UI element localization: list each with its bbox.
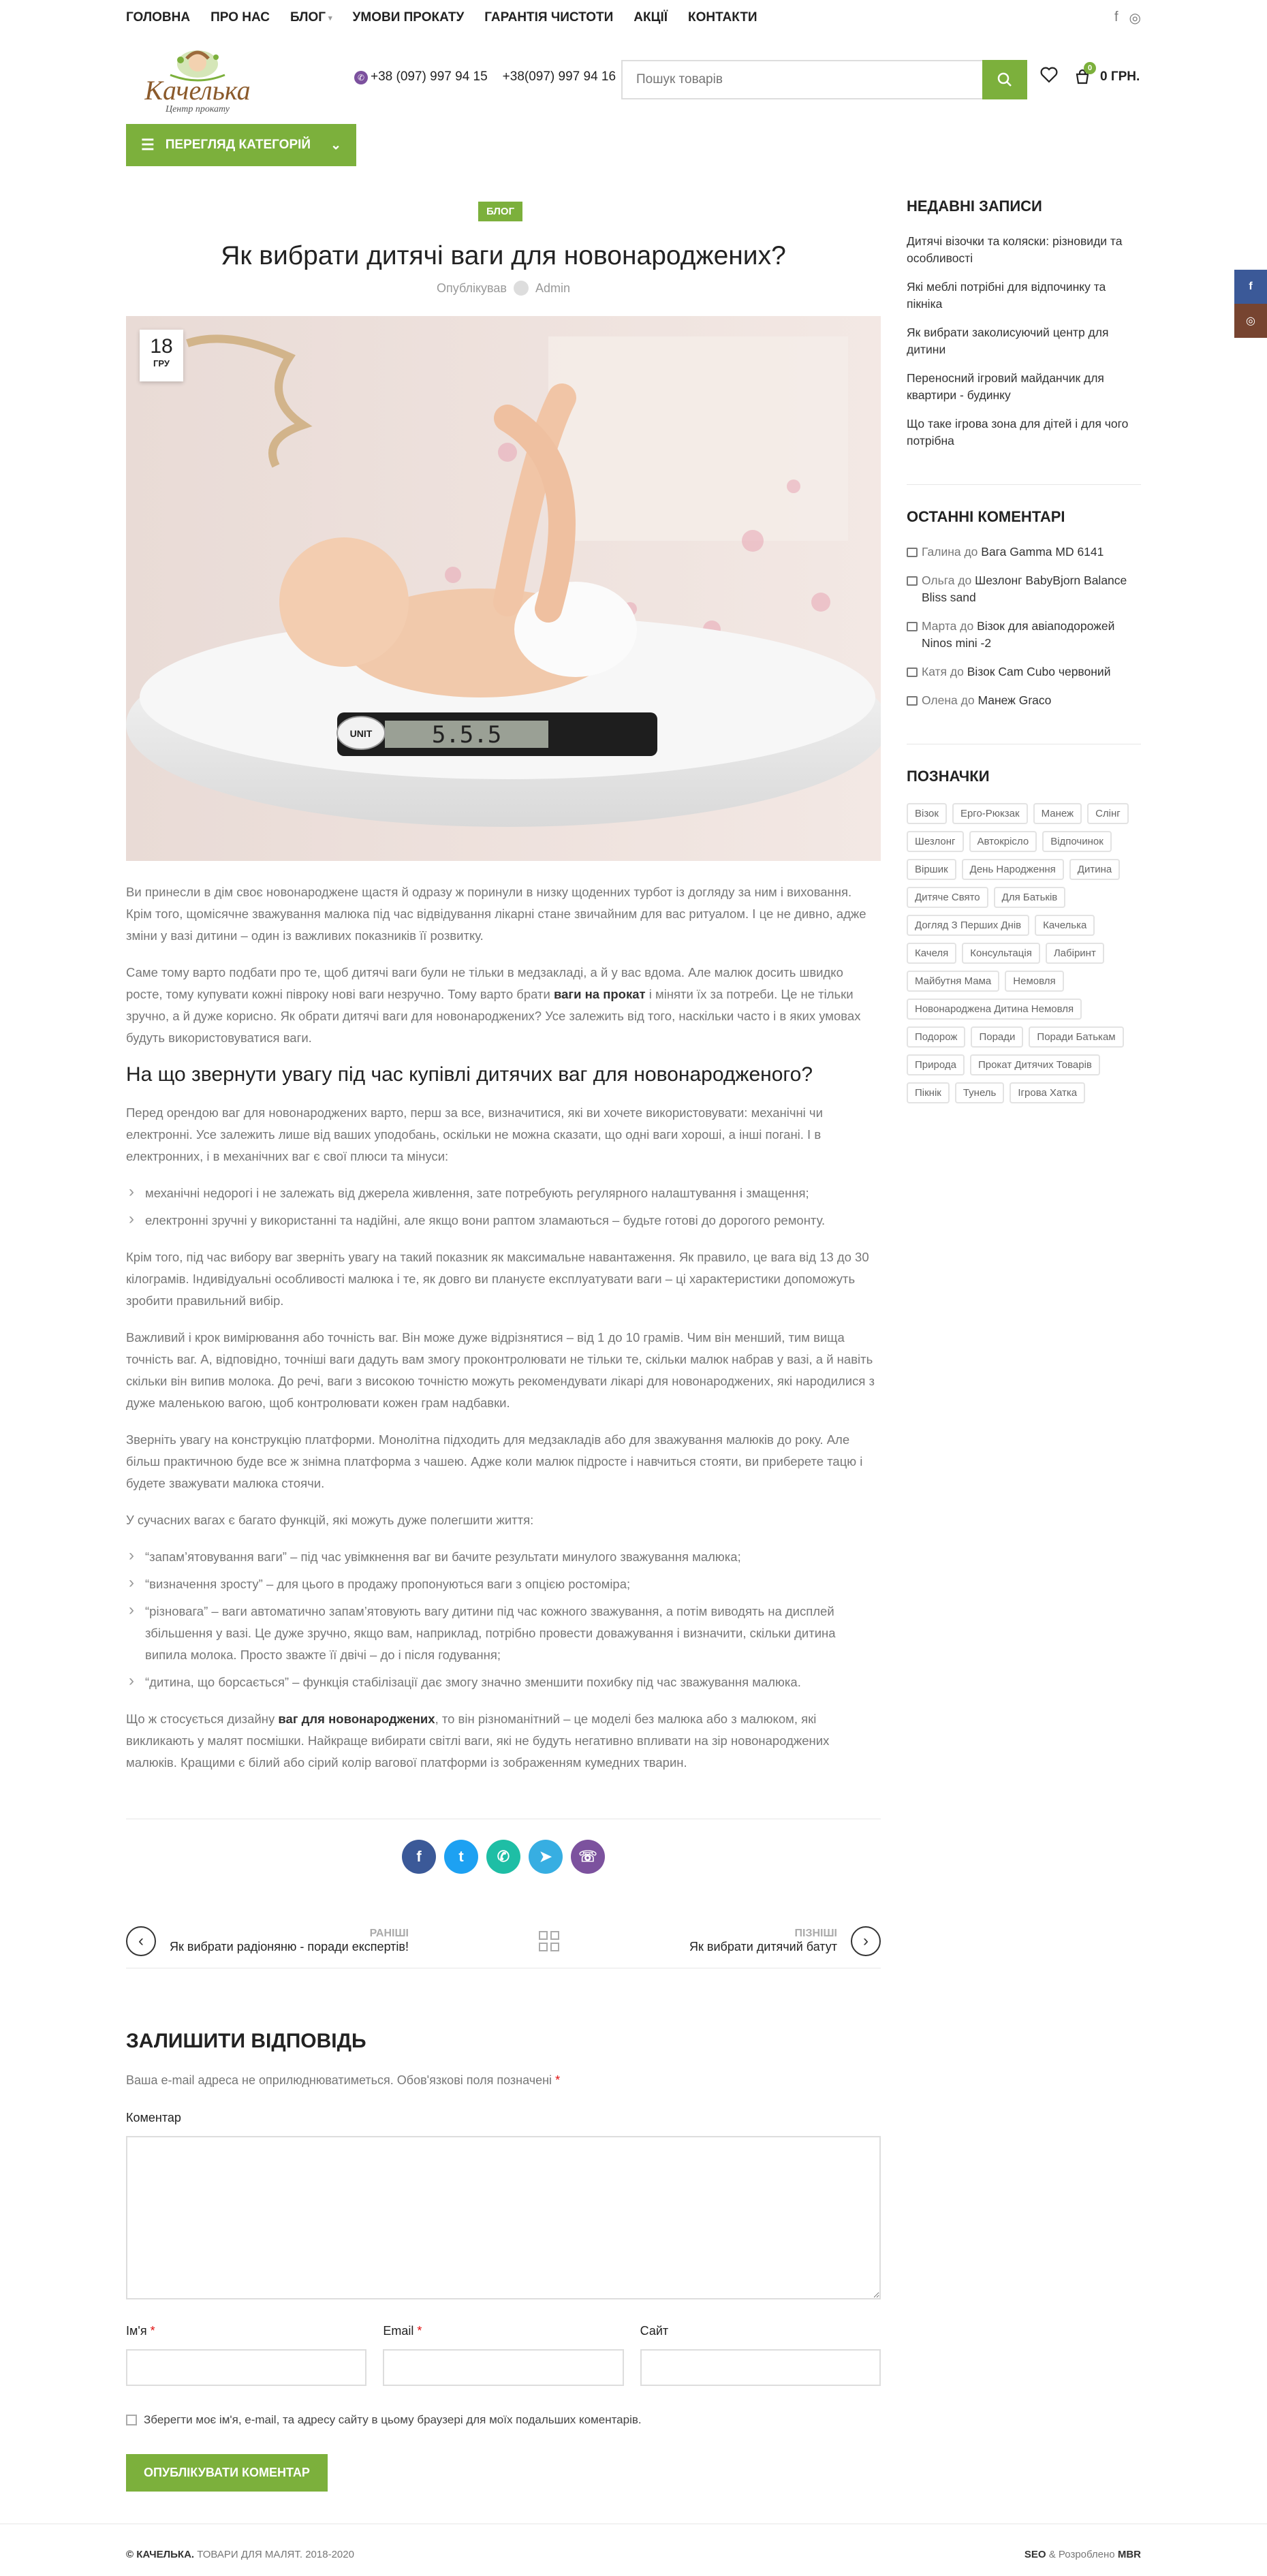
chevron-down-icon: ▾ [328,14,332,22]
tag-link[interactable]: Подорож [907,1026,965,1048]
facebook-icon[interactable]: f [1114,10,1119,25]
tag-link[interactable]: Поради [971,1026,1023,1048]
grid-icon[interactable] [539,1931,559,1951]
wishlist-icon[interactable] [1040,67,1058,87]
tag-link[interactable]: Лабіринт [1046,943,1104,964]
submit-comment-button[interactable]: ОПУБЛІКУВАТИ КОМЕНТАР [126,2454,328,2492]
list-item: › механічні недорогі і не залежать від джерела живлення, зате потребують регулярного налаштування і змащення; [126,1182,881,1204]
prev-title: Як вибрати радіоняню - поради експертів! [170,1940,409,1953]
viber-icon[interactable]: ☏ [571,1840,605,1874]
comment-textarea[interactable] [126,2136,881,2299]
menu-item-blog[interactable] [290,10,332,25]
email-label: Email * [383,2324,422,2338]
paragraph: Саме тому варто подбати про те, щоб дитячі ваги були не тільки в медзакладі, а й у вас вдома. Але малюк досить швидко росте, тому купувати кожні півроку нові ваги незручно. Тому варто брати ваги на прокат і міняти їх за потреби. Це не тільки зручно, а й дуже корисно. Як обрати дитячі ваги для новонароджених? Усе залежить від того, наскільки часто і в яких умовах будуть використовуватися ваги. [126,965,861,1045]
comment-post-link[interactable]: Візок Cam Cubo червоний [967,665,1111,678]
paragraph: Крім того, під час вибору ваг зверніть увагу на такий показник як максимальне навантаження. Як правило, це вага від 13 до 30 кілограмів. Індивідуальні особливості малюка і те, як довго ви плануєте експлуатувати ваги – ці характеристики допоможуть зробити правильний вибір. [126,1250,869,1308]
article-body [126,881,881,1789]
sidebar [907,198,1141,1150]
comment-post-link[interactable]: Вага Gamma MD 6141 [981,545,1104,559]
menu-item-cleanliness[interactable]: ГАРАНТІЯ ЧИСТОТИ [484,10,614,25]
comment-item: Катя до Візок Cam Cubo червоний [907,663,1141,680]
logo-text: Качелька [144,75,251,106]
tag-link[interactable]: Прокат Дитячих Товарів [970,1054,1100,1075]
next-title: Як вибрати дитячий батут [689,1940,837,1953]
search-form [621,60,1027,99]
main-menu [126,0,757,35]
tag-link[interactable]: Шезлонг [907,831,964,852]
cart-total: 0 ГРН. [1100,69,1140,84]
tag-link[interactable]: Віршик [907,859,956,880]
tag-link[interactable]: Автокрісло [969,831,1037,852]
list-item: › “різновага” – ваги автоматично запам’ятовують вагу дитини під час кожного зважування, а потім виводять на дисплей збільшення у вазі. Це дуже зручно, якщо вам, наприклад, потрібно провести доважування і визначити, скільки дитина випила молока. Просто зважте її двічі – до і після годування; [126,1601,881,1666]
remember-label: Зберегти моє ім'я, e-mail, та адресу сайту в цьому браузері для моїх подальших коментарів. [144,2413,642,2426]
name-field[interactable] [126,2349,366,2386]
widget-title: ОСТАННІ КОМЕНТАРІ [907,508,1065,525]
paragraph: У сучасних вагах є багато функцій, які можуть дуже полегшити життя: [126,1513,534,1527]
recent-post-link[interactable]: Дитячі візочки та коляски: різновиди та особливості [907,234,1123,265]
categories-button[interactable] [126,124,356,166]
page-title: Як вибрати дитячі ваги для новонароджених? [221,241,786,270]
menu-item-home[interactable]: ГОЛОВНА [126,10,191,25]
prev-label: РАНІШІ [369,1928,409,1939]
category-badge[interactable]: БЛОГ [478,202,522,221]
twitter-icon[interactable]: t [444,1840,478,1874]
phones [354,69,616,84]
name-label: Ім'я * [126,2324,155,2338]
chevron-left-icon: ‹ [126,1926,156,1956]
tags-widget [907,768,1141,1127]
next-post-link[interactable] [689,1914,881,1968]
recent-post-link[interactable]: Переносний ігровий майданчик для квартири - будинку [907,371,1104,402]
avatar [514,281,529,296]
list-item: › “запам’ятовування ваги” – під час увімкнення ваг ви бачите результати минулого зважування малюка; [126,1546,881,1568]
recent-post-link[interactable]: Що таке ігрова зона для дітей і для чого потрібна [907,417,1129,447]
top-bar [0,0,1267,35]
tag-link[interactable]: Манеж [1033,803,1082,824]
developer-link[interactable]: MBR [1117,2549,1141,2560]
tag-link[interactable]: Природа [907,1054,965,1075]
tag-link[interactable]: Качеля [907,943,956,964]
comment-item: Марта до Візок для авіаподорожей Ninos mini -2 [907,618,1141,652]
tag-link[interactable]: Пікнік [907,1082,950,1103]
tag-link[interactable]: Слінг [1087,803,1129,824]
site-footer [0,2524,1267,2576]
next-label: ПІЗНІШІ [794,1928,837,1939]
date-badge [140,330,183,381]
tag-link[interactable]: Консультація [962,943,1040,964]
reply-title: ЗАЛИШИТИ ВІДПОВІДЬ [126,2030,366,2052]
recent-post-link[interactable]: Як вибрати заколисуючий центр для дитини [907,326,1109,356]
reply-note: Ваша e-mail адреса не оприлюднюватиметься. Обов'язкові поля позначені * [126,2073,561,2087]
list-item: › “визначення зросту” – для цього в продажу пропонуються ваги з опцією ростоміра; [126,1573,881,1595]
comment-post-link[interactable]: Манеж Graco [977,693,1052,707]
site-logo[interactable] [129,42,266,116]
paragraph: Важливий і крок вимірювання або точність ваг. Він може дуже відрізнятися – від 1 до 10 грамів. Чим він менший, тим вища точність ваг. А, відповідно, точніші ваги дадуть вам змогу проконтролювати не тільки те, скільки малюк набрав у вазі, а й навіть скільки він випив молока. До речі, ваги з високою точністю можуть рекомендувати лікарі для новонароджених, які народилися з дуже маленькою вагою, щоб контролювати кожен грам надбавки. [126,1330,875,1410]
published-label: Опублікував [437,281,507,295]
site-header [0,35,1267,124]
paragraph: Ви принесли в дім своє новонароджене щастя й одразу ж поринули в низку щоденних турбот із догляду за ним і виховання. Крім того, щомісячне зважування малюка під час відвідування лікарні стане звичайним для вас ритуалом. І це не дивно, адже зміни у вазі дитини – один із важливих показників її розвитку. [126,885,866,943]
menu-item-blog-label[interactable]: БЛОГ [290,10,326,25]
whatsapp-icon[interactable]: ✆ [486,1840,520,1874]
cart-count: 0 [1084,62,1096,74]
recent-comments-widget [907,508,1141,744]
menu-icon: ☰ [141,136,155,153]
remember-checkbox[interactable] [126,2415,137,2425]
widget-title: НЕДАВНІ ЗАПИСИ [907,198,1042,215]
post-navigation [126,1914,881,1968]
search-input[interactable] [623,61,982,98]
chevron-down-icon: ⌄ [330,138,341,153]
menu-item-about[interactable]: ПРО НАС [210,10,270,25]
site-label: Сайт [640,2324,669,2338]
comment-item: Олена до Манеж Graco [907,692,1141,709]
remember-me [126,2413,881,2427]
tag-link[interactable]: Дитина [1069,859,1120,880]
comment-item: Ольга до Шезлонг BabyBjorn Balance Bliss sand [907,572,1141,606]
comment-form [126,2030,881,2492]
list [126,1182,881,1231]
author-link[interactable]: Admin [535,281,570,295]
phone-1[interactable] [354,69,488,84]
copyright: © КАЧЕЛЬКА. ТОВАРИ ДЛЯ МАЛЯТ. 2018-2020 [126,2549,354,2560]
email-field[interactable] [383,2349,623,2386]
tag-link[interactable]: Немовля [1005,971,1063,992]
widget-title: ПОЗНАЧКИ [907,768,990,785]
date-month: ГРУ [153,358,170,368]
header-actions [1040,64,1140,87]
menu-item-promos[interactable]: АКЦІЇ [634,10,668,25]
telegram-icon[interactable]: ➤ [529,1840,563,1874]
facebook-icon[interactable]: f [1234,270,1267,304]
tag-cloud [907,803,1141,1103]
tag-link[interactable]: Догляд З Перших Днів [907,915,1029,936]
comment-post-link[interactable]: Візок для авіаподорожей Ninos mini -2 [922,619,1115,650]
author-fields [126,2324,881,2386]
section-heading: На що звернути увагу під час купівлі дитячих ваг для новонародженого? [126,1063,813,1086]
newborn-scales-link[interactable]: ваг для новонароджених [278,1712,435,1726]
tag-link[interactable]: Новонароджена Дитина Немовля [907,999,1082,1020]
scale-unit-label: UNIT [349,728,373,739]
website-field[interactable] [640,2349,881,2386]
developer-credit: SEO & Розроблено MBR [1024,2549,1141,2560]
tag-link[interactable]: Відпочинок [1042,831,1112,852]
tag-link[interactable]: Поради Батькам [1029,1026,1123,1048]
categories-label: ПЕРЕГЛЯД КАТЕГОРІЙ [165,138,311,152]
comment-item: Галина до Вага Gamma MD 6141 [907,544,1141,561]
comment-label: Коментар [126,2111,181,2124]
comment-post-link[interactable]: Шезлонг BabyBjorn Balance Bliss sand [922,574,1127,604]
share-buttons [126,1819,881,1874]
phone-2[interactable]: +38(097) 997 94 16 [502,69,616,84]
top-social [1114,10,1141,27]
scale-reading: 5.5.5 [431,721,502,749]
list [126,1546,881,1693]
recent-post-link[interactable]: Які меблі потрібні для відпочинку та пікніка [907,280,1106,311]
viber-icon: ✆ [354,71,368,84]
recent-posts-widget [907,198,1141,485]
list-item: › “дитина, що борсається” – функція стабілізації дає змогу значно зменшити похибку під час зважування малюка. [126,1671,881,1693]
rent-scales-link[interactable]: ваги на прокат [553,987,646,1001]
featured-image [126,316,881,861]
tag-link[interactable]: Ігрова Хатка [1010,1082,1085,1103]
tag-link[interactable]: Для Батьків [994,887,1066,908]
post-meta [126,281,881,296]
prev-post-link[interactable] [126,1914,409,1968]
menu-item-contacts[interactable]: КОНТАКТИ [688,10,757,25]
floating-social [1234,270,1267,338]
chevron-right-icon: › [851,1926,881,1956]
tag-link[interactable]: День Народження [962,859,1064,880]
tag-link[interactable]: Тунель [955,1082,1005,1103]
paragraph: Що ж стосується дизайну ваг для новонароджених, то він різноманітний – це моделі без малюка або з малюком, які викликають у малят посмішки. Найкраще вибирати світлі ваги, які не будуть негативно впливати на зір новонароджених малюків. Кращими є білий або сірий колір вагової платформи із зображенням кумедних тварин. [126,1712,830,1770]
logo-sub: Центр прокату [165,104,230,114]
list-item: › електронні зручні у використанні та надійні, але якщо вони раптом зламаються – будьте готові до дорогого ремонту. [126,1210,881,1231]
cart-button[interactable] [1074,64,1140,85]
search-button[interactable] [982,60,1027,99]
facebook-icon[interactable]: f [402,1840,436,1874]
menu-item-terms[interactable]: УМОВИ ПРОКАТУ [352,10,465,25]
instagram-icon[interactable]: ◎ [1129,11,1141,26]
tag-link[interactable]: Ерго-Рюкзак [952,803,1028,824]
instagram-icon[interactable]: ◎ [1234,304,1267,338]
tag-link[interactable]: Качелька [1035,915,1095,936]
tag-link[interactable]: Візок [907,803,947,824]
phone-1-label: +38 (097) 997 94 15 [371,69,488,84]
search-icon [997,72,1013,88]
paragraph: Перед орендою ваг для новонароджених варто, перш за все, визначитися, які ви хочете використовувати: механічні чи електронні. Усе залежить лише від ваших уподобань, оскільки не можна сказати, що одні ваги хороші, а інші погані. І в електронних, і в механічних ваг є свої плюси та мінуси: [126,1105,823,1163]
date-day: 18 [150,335,173,358]
tag-link[interactable]: Майбутня Мама [907,971,999,992]
paragraph: Зверніть увагу на конструкцію платформи. Монолітна підходить для медзакладів або для зважування малюків до року. Але більш практичною буде все ж знімна платформа з чашею. Адже коли малюк підросте і навчиться стояти, ви приберете тацю і будете зважувати малюка стоячи. [126,1432,863,1490]
tag-link[interactable]: Дитяче Свято [907,887,988,908]
